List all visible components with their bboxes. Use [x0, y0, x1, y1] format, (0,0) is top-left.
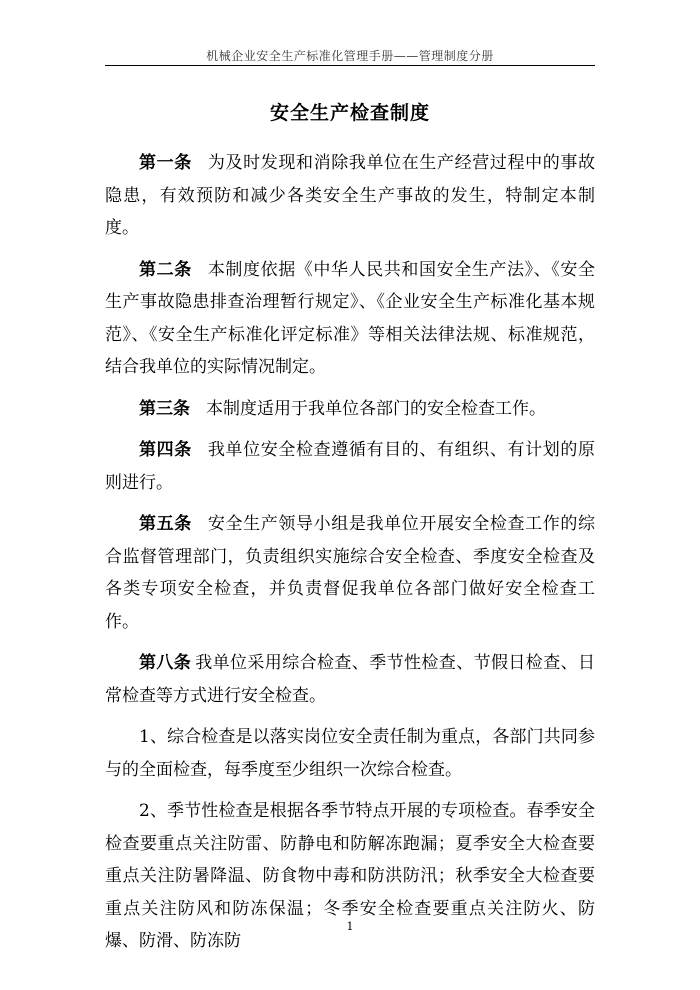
article-text: 安全生产领导小组是我单位开展安全检查工作的综合监督管理部门，负责组织实施综合安全检查、季度安全检查及各类专项安全检查，并负责督促我单位各部门做好安全检查工作。 [105, 514, 595, 632]
document-title: 安全生产检查制度 [269, 102, 430, 124]
article-label: 第八条 [139, 653, 192, 673]
article-label: 第五条 [139, 514, 192, 534]
article-text: 我单位安全检查遵循有目的、有组织、有计划的原则进行。 [105, 440, 595, 493]
header-rule [105, 65, 595, 66]
article-2 [105, 254, 595, 384]
article-text: 本制度适用于我单位各部门的安全检查工作。 [206, 398, 546, 419]
article-1 [105, 147, 595, 245]
article-text: 为及时发现和消除我单位在生产经营过程中的事故隐患，有效预防和减少各类安全生产事故的发生，特制定本制度。 [105, 153, 595, 238]
article-4 [105, 434, 595, 499]
document-body [105, 147, 595, 967]
article-label: 第一条 [139, 153, 192, 173]
article-label: 第二条 [139, 259, 192, 280]
running-header: 机械企业安全生产标准化管理手册——管理制度分册 [206, 49, 494, 63]
article-text: 本制度依据《中华人民共和国安全生产法》、《安全生产事故隐患排查治理暂行规定》、《企业安全生产标准化基本规范》、《安全生产标准化评定标准》等相关法律法规、标准规范，结合我单位的实际情况制定。 [105, 259, 596, 377]
list-item-text: 2、季节性检查是根据各季节特点开展的专项检查。春季安全检查要重点关注防雷、防静电和防解冻跑漏；夏季安全大检查要重点关注防暑降温、防食物中毒和防洪防汛；秋季安全大检查要重点关注防风和防冻保温；冬季安全检查要重点关注防火、防爆、防滑、防冻防 [105, 801, 595, 951]
page-number: 1 [346, 920, 354, 933]
article-text: 我单位采用综合检查、季节性检查、节假日检查、日常检查等方式进行安全检查。 [105, 653, 596, 706]
list-item-2 [105, 795, 595, 958]
article-8 [105, 647, 595, 712]
article-5 [105, 508, 595, 638]
list-item-text: 1、综合检查是以落实岗位安全责任制为重点，各部门共同参与的全面检查，每季度至少组织一次综合检查。 [105, 727, 595, 780]
article-label: 第四条 [139, 440, 192, 460]
article-3 [105, 393, 595, 426]
list-item-1 [105, 721, 595, 786]
article-label: 第三条 [139, 398, 190, 419]
